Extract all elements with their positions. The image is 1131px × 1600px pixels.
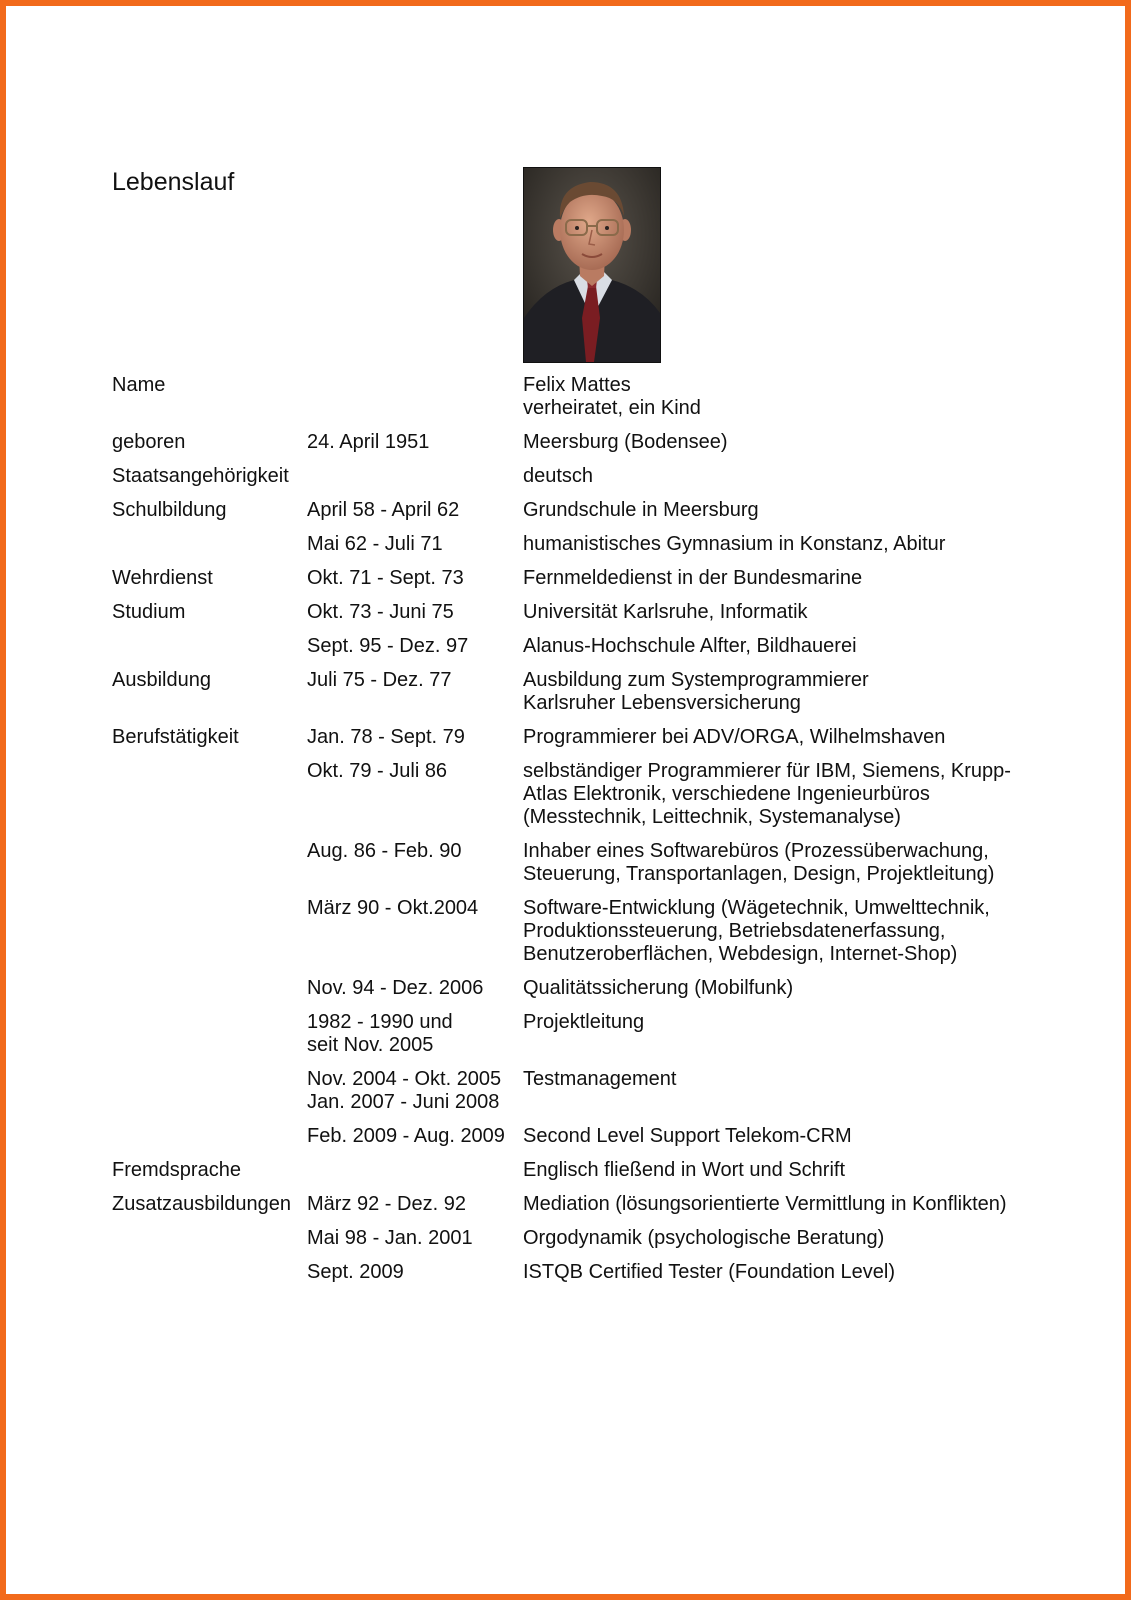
row-label: [112, 840, 307, 897]
row-label: Schulbildung: [112, 499, 227, 521]
row-dates: [307, 465, 523, 499]
date-line: Nov. 2004 - Okt. 2005: [307, 1068, 502, 1090]
cv-row: [112, 635, 1042, 669]
row-dates: [307, 760, 523, 840]
detail-line: Inhaber eines Softwarebüros (Prozessüberwachung,: [523, 840, 989, 862]
row-details: [523, 726, 1042, 760]
row-details: [523, 601, 1042, 635]
row-label: [112, 533, 307, 567]
row-details: [523, 977, 1042, 1011]
detail-line: Produktionssteuerung, Betriebsdatenerfassung,: [523, 920, 946, 942]
detail-line: Atlas Elektronik, verschiedene Ingenieurbüros: [523, 783, 930, 805]
cv-row: [112, 533, 1042, 567]
date-line: März 90 - Okt.2004: [307, 897, 479, 919]
detail-line: Alanus-Hochschule Alfter, Bildhauerei: [523, 635, 857, 657]
row-details: [523, 897, 1042, 977]
cv-row: [112, 601, 1042, 635]
row-label: Fremdsprache: [112, 1159, 241, 1181]
row-label: [112, 977, 307, 1011]
cv-table: [112, 374, 1042, 1295]
detail-line: verheiratet, ein Kind: [523, 397, 701, 419]
row-label: Berufstätigkeit: [112, 726, 239, 748]
row-label: Ausbildung: [112, 669, 211, 691]
cv-row: [112, 669, 1042, 726]
row-dates: [307, 601, 523, 635]
row-dates: [307, 431, 523, 465]
cv-row: [112, 499, 1042, 533]
row-label: [112, 760, 307, 840]
detail-line: Steuerung, Transportanlagen, Design, Projektleitung): [523, 863, 995, 885]
detail-line: Second Level Support Telekom-CRM: [523, 1125, 852, 1147]
row-details: [523, 465, 1042, 499]
portrait-illustration: [524, 168, 660, 362]
row-details: [523, 669, 1042, 726]
detail-line: Benutzeroberflächen, Webdesign, Internet-Shop): [523, 943, 958, 965]
cv-row: [112, 465, 1042, 499]
row-dates: [307, 977, 523, 1011]
date-line: Okt. 79 - Juli 86: [307, 760, 448, 782]
date-line: Jan. 78 - Sept. 79: [307, 726, 465, 748]
row-label: [112, 1068, 307, 1125]
date-line: 1982 - 1990 und: [307, 1011, 453, 1033]
cv-row: [112, 567, 1042, 601]
row-label: Wehrdienst: [112, 567, 213, 589]
row-label: [112, 1125, 307, 1159]
row-dates: [307, 1159, 523, 1193]
row-dates: [307, 499, 523, 533]
row-label: Staatsangehörigkeit: [112, 465, 289, 487]
detail-line: Mediation (lösungsorientierte Vermittlung in Konflikten): [523, 1193, 1007, 1215]
row-label: Zusatzausbildungen: [112, 1193, 292, 1215]
row-details: [523, 1261, 1042, 1295]
row-dates: [307, 635, 523, 669]
date-line: Sept. 2009: [307, 1261, 404, 1283]
date-line: Nov. 94 - Dez. 2006: [307, 977, 484, 999]
cv-row: [112, 897, 1042, 977]
date-line: Mai 98 - Jan. 2001: [307, 1227, 473, 1249]
row-dates: [307, 1125, 523, 1159]
date-line: Okt. 71 - Sept. 73: [307, 567, 464, 589]
row-details: [523, 1125, 1042, 1159]
row-details: [523, 840, 1042, 897]
row-dates: [307, 726, 523, 760]
detail-line: Felix Mattes: [523, 374, 631, 396]
date-line: Sept. 95 - Dez. 97: [307, 635, 469, 657]
row-dates: [307, 1261, 523, 1295]
row-dates: [307, 897, 523, 977]
cv-row: [112, 840, 1042, 897]
row-details: [523, 1227, 1042, 1261]
cv-row: [112, 1227, 1042, 1261]
cv-row: [112, 1011, 1042, 1068]
date-line: seit Nov. 2005: [307, 1034, 434, 1056]
row-details: [523, 374, 1042, 431]
date-line: Okt. 73 - Juni 75: [307, 601, 454, 623]
detail-line: Karlsruher Lebensversicherung: [523, 692, 801, 714]
date-line: Aug. 86 - Feb. 90: [307, 840, 462, 862]
detail-line: Software-Entwicklung (Wägetechnik, Umwelttechnik,: [523, 897, 990, 919]
detail-line: Fernmeldedienst in der Bundesmarine: [523, 567, 863, 589]
row-dates: [307, 374, 523, 431]
row-dates: [307, 669, 523, 726]
row-details: [523, 499, 1042, 533]
row-details: [523, 533, 1042, 567]
cv-rows: [112, 374, 1042, 1295]
row-dates: [307, 840, 523, 897]
row-details: [523, 567, 1042, 601]
cv-row: [112, 431, 1042, 465]
row-label: geboren: [112, 431, 186, 453]
detail-line: Universität Karlsruhe, Informatik: [523, 601, 808, 623]
date-line: 24. April 1951: [307, 431, 430, 453]
row-details: [523, 635, 1042, 669]
row-dates: [307, 567, 523, 601]
detail-line: Projektleitung: [523, 1011, 645, 1033]
row-details: [523, 760, 1042, 840]
row-label: Name: [112, 374, 166, 396]
page-title: Lebenslauf: [112, 168, 235, 196]
row-label: Studium: [112, 601, 186, 623]
cv-row: [112, 374, 1042, 431]
row-dates: [307, 1011, 523, 1068]
date-line: Mai 62 - Juli 71: [307, 533, 443, 555]
detail-line: Testmanagement: [523, 1068, 677, 1090]
cv-row: [112, 760, 1042, 840]
row-label: [112, 635, 307, 669]
date-line: Juli 75 - Dez. 77: [307, 669, 452, 691]
detail-line: Grundschule in Meersburg: [523, 499, 759, 521]
detail-line: (Messtechnik, Leittechnik, Systemanalyse): [523, 806, 901, 828]
portrait-photo: [523, 167, 661, 363]
row-dates: [307, 1193, 523, 1227]
row-label: [112, 897, 307, 977]
row-details: [523, 431, 1042, 465]
row-label: [112, 1261, 307, 1295]
row-dates: [307, 1068, 523, 1125]
cv-row: [112, 1159, 1042, 1193]
detail-line: Qualitätssicherung (Mobilfunk): [523, 977, 794, 999]
cv-row: [112, 1125, 1042, 1159]
detail-line: Meersburg (Bodensee): [523, 431, 728, 453]
cv-row: [112, 726, 1042, 760]
detail-line: Ausbildung zum Systemprogrammierer: [523, 669, 869, 691]
detail-line: ISTQB Certified Tester (Foundation Level): [523, 1261, 896, 1283]
cv-row: [112, 977, 1042, 1011]
detail-line: Programmierer bei ADV/ORGA, Wilhelmshaven: [523, 726, 946, 748]
row-details: [523, 1011, 1042, 1068]
row-dates: [307, 533, 523, 567]
detail-line: humanistisches Gymnasium in Konstanz, Abitur: [523, 533, 946, 555]
detail-line: selbständiger Programmierer für IBM, Siemens, Krupp-: [523, 760, 1011, 782]
cv-row: [112, 1068, 1042, 1125]
date-line: Feb. 2009 - Aug. 2009: [307, 1125, 505, 1147]
row-label: [112, 1227, 307, 1261]
date-line: März 92 - Dez. 92: [307, 1193, 466, 1215]
detail-line: deutsch: [523, 465, 594, 487]
cv-row: [112, 1261, 1042, 1295]
date-line: April 58 - April 62: [307, 499, 460, 521]
detail-line: Orgodynamik (psychologische Beratung): [523, 1227, 885, 1249]
row-label: [112, 1011, 307, 1068]
row-dates: [307, 1227, 523, 1261]
row-details: [523, 1068, 1042, 1125]
detail-line: Englisch fließend in Wort und Schrift: [523, 1159, 846, 1181]
date-line: Jan. 2007 - Juni 2008: [307, 1091, 500, 1113]
cv-row: [112, 1193, 1042, 1227]
row-details: [523, 1193, 1042, 1227]
row-details: [523, 1159, 1042, 1193]
